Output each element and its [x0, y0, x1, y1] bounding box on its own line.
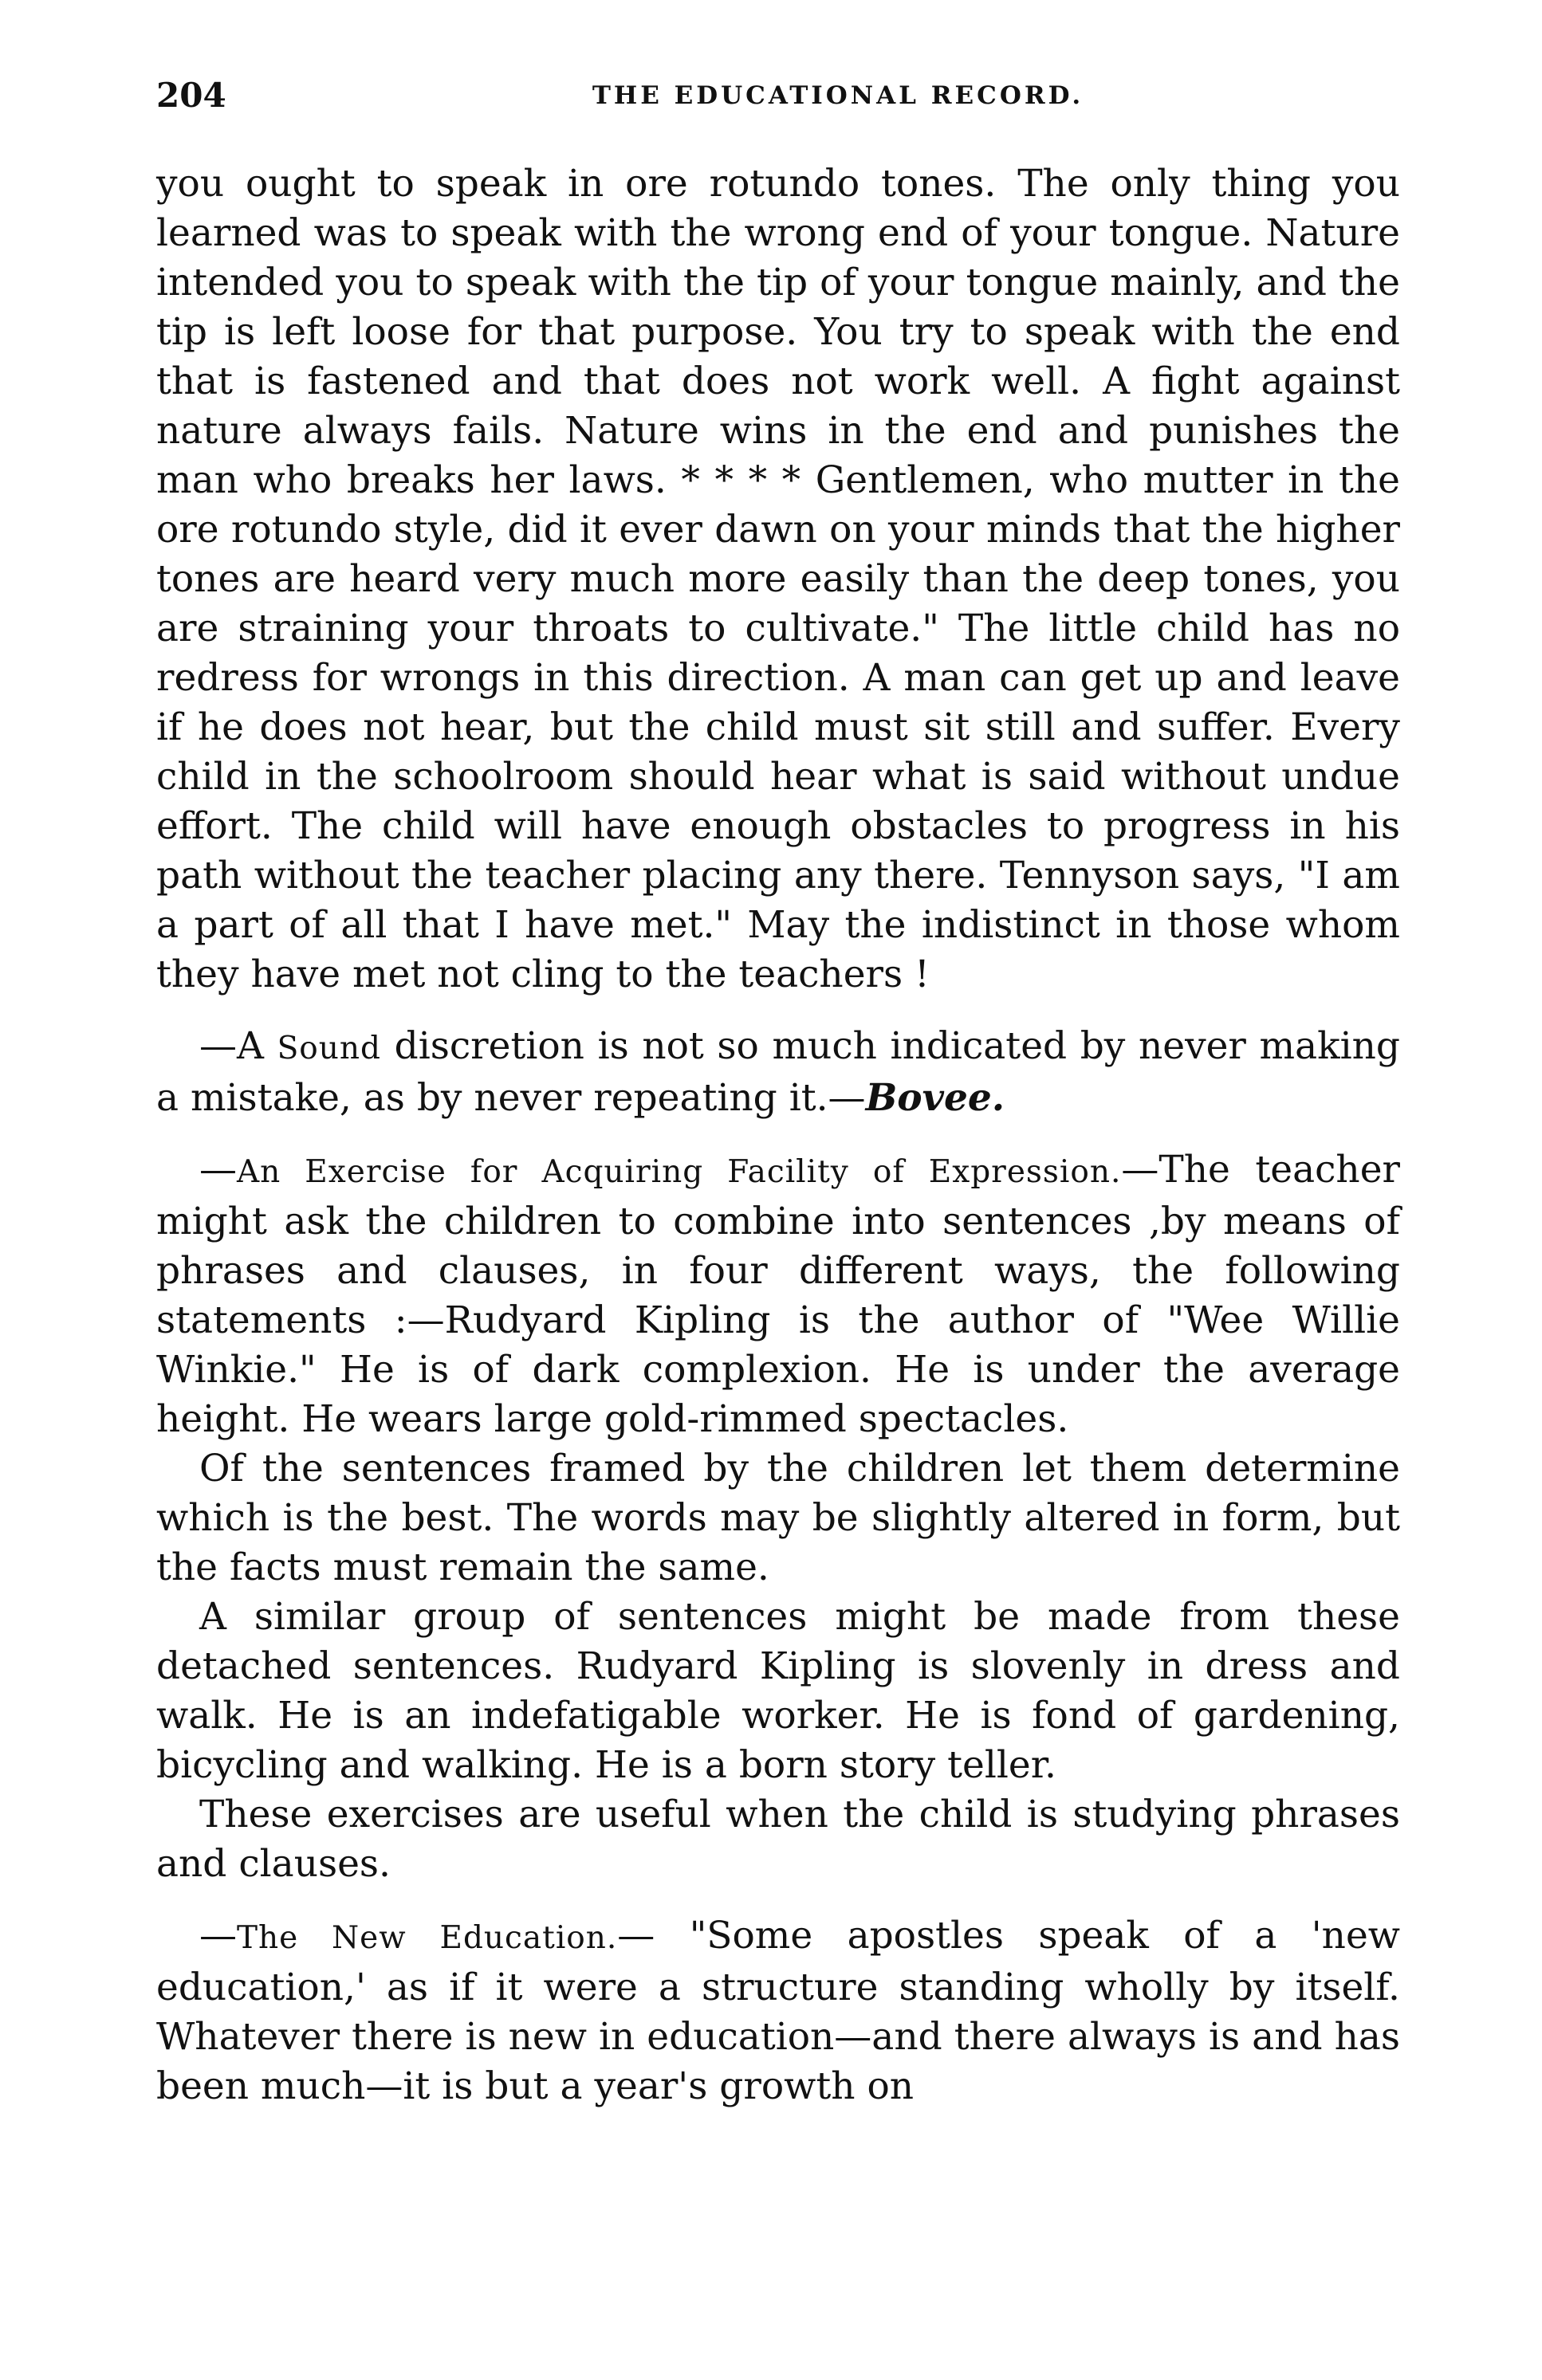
small-caps-heading: The New Education.: [237, 1920, 618, 1956]
paragraph-sound-discretion: [156, 1022, 1400, 1123]
paragraph-dash: —A: [199, 1024, 277, 1068]
paragraph-continued-speech: you ought to speak in ore rotundo tones. The only thing you learned was to speak with the wrong end of your tongue. Nature intended you to speak with the tip of your tongue mainly, and the tip is left loose for that purpose. You try to speak with the end that is fastened and that does not work well. A fight against nature always fails. Nature wins in the end and punishes the man who breaks her laws. * * * * Gentlemen, who mutter in the ore rotundo style, did it ever dawn on your minds that the higher tones are heard very much more easily than the deep tones, you are straining your throats to cultivate." The little child has no redress for wrongs in this direction. A man can get up and leave if he does not hear, but the child must sit still and suffer. Every child in the schoolroom should hear what is said without undue effort. The child will have enough obstacles to progress in his path without the teacher placing any there. Tennyson says, "I am a part of all that I have met." May the indistinct in those whom they have met not cling to the teachers !: [156, 162, 1400, 996]
paragraph-similar-group: A similar group of sentences might be made from these detached sentences. Rudyard Kipling is slovenly in dress and walk. He is an indefatigable worker. He is fond of gardening, bicycling and walking. He is a born story teller.: [156, 1595, 1400, 1787]
paragraph-dash: —: [199, 1148, 237, 1192]
paragraph-new-education: [156, 1911, 1400, 2111]
paragraph-dash: —: [199, 1914, 237, 1958]
journal-title: THE EDUCATIONAL RECORD.: [592, 81, 1084, 110]
running-head: [156, 56, 1400, 135]
small-caps-heading: An Exercise for Acquiring Facility of Expression.: [237, 1154, 1122, 1190]
paragraph-exercises-useful: These exercises are useful when the child is studying phrases and clauses.: [156, 1793, 1400, 1886]
paragraph-text: — "Some apostles speak of a 'new education,' as if it were a structure standing wholly by itself. Whatever there is new in education—and there always is and has been much—it is but a year's growth on: [156, 1914, 1400, 2108]
page-number: 204: [156, 76, 226, 115]
article-body: [156, 159, 1400, 2111]
attribution: Bovee.: [865, 1076, 1005, 1120]
paragraph-exercise: [156, 1145, 1400, 1444]
paragraph-text: discretion is not so much indicated by never making a mistake, as by never repeating it.—: [156, 1024, 1400, 1120]
paragraph-sentences-framed: Of the sentences framed by the children let them determine which is the best. The words may be slightly altered in form, but the facts must remain the same.: [156, 1447, 1400, 1589]
book-page: [156, 56, 1400, 2351]
paragraph-text: —The teacher might ask the children to combine into sentences ,by means of phrases and clauses, in four different ways, the following statements :—Rudyard Kipling is the author of "Wee Willie Winkie." He is of dark complexion. He is under the average height. He wears large gold-rimmed spectacles.: [156, 1148, 1400, 1441]
small-caps-heading: Sound: [277, 1031, 381, 1066]
